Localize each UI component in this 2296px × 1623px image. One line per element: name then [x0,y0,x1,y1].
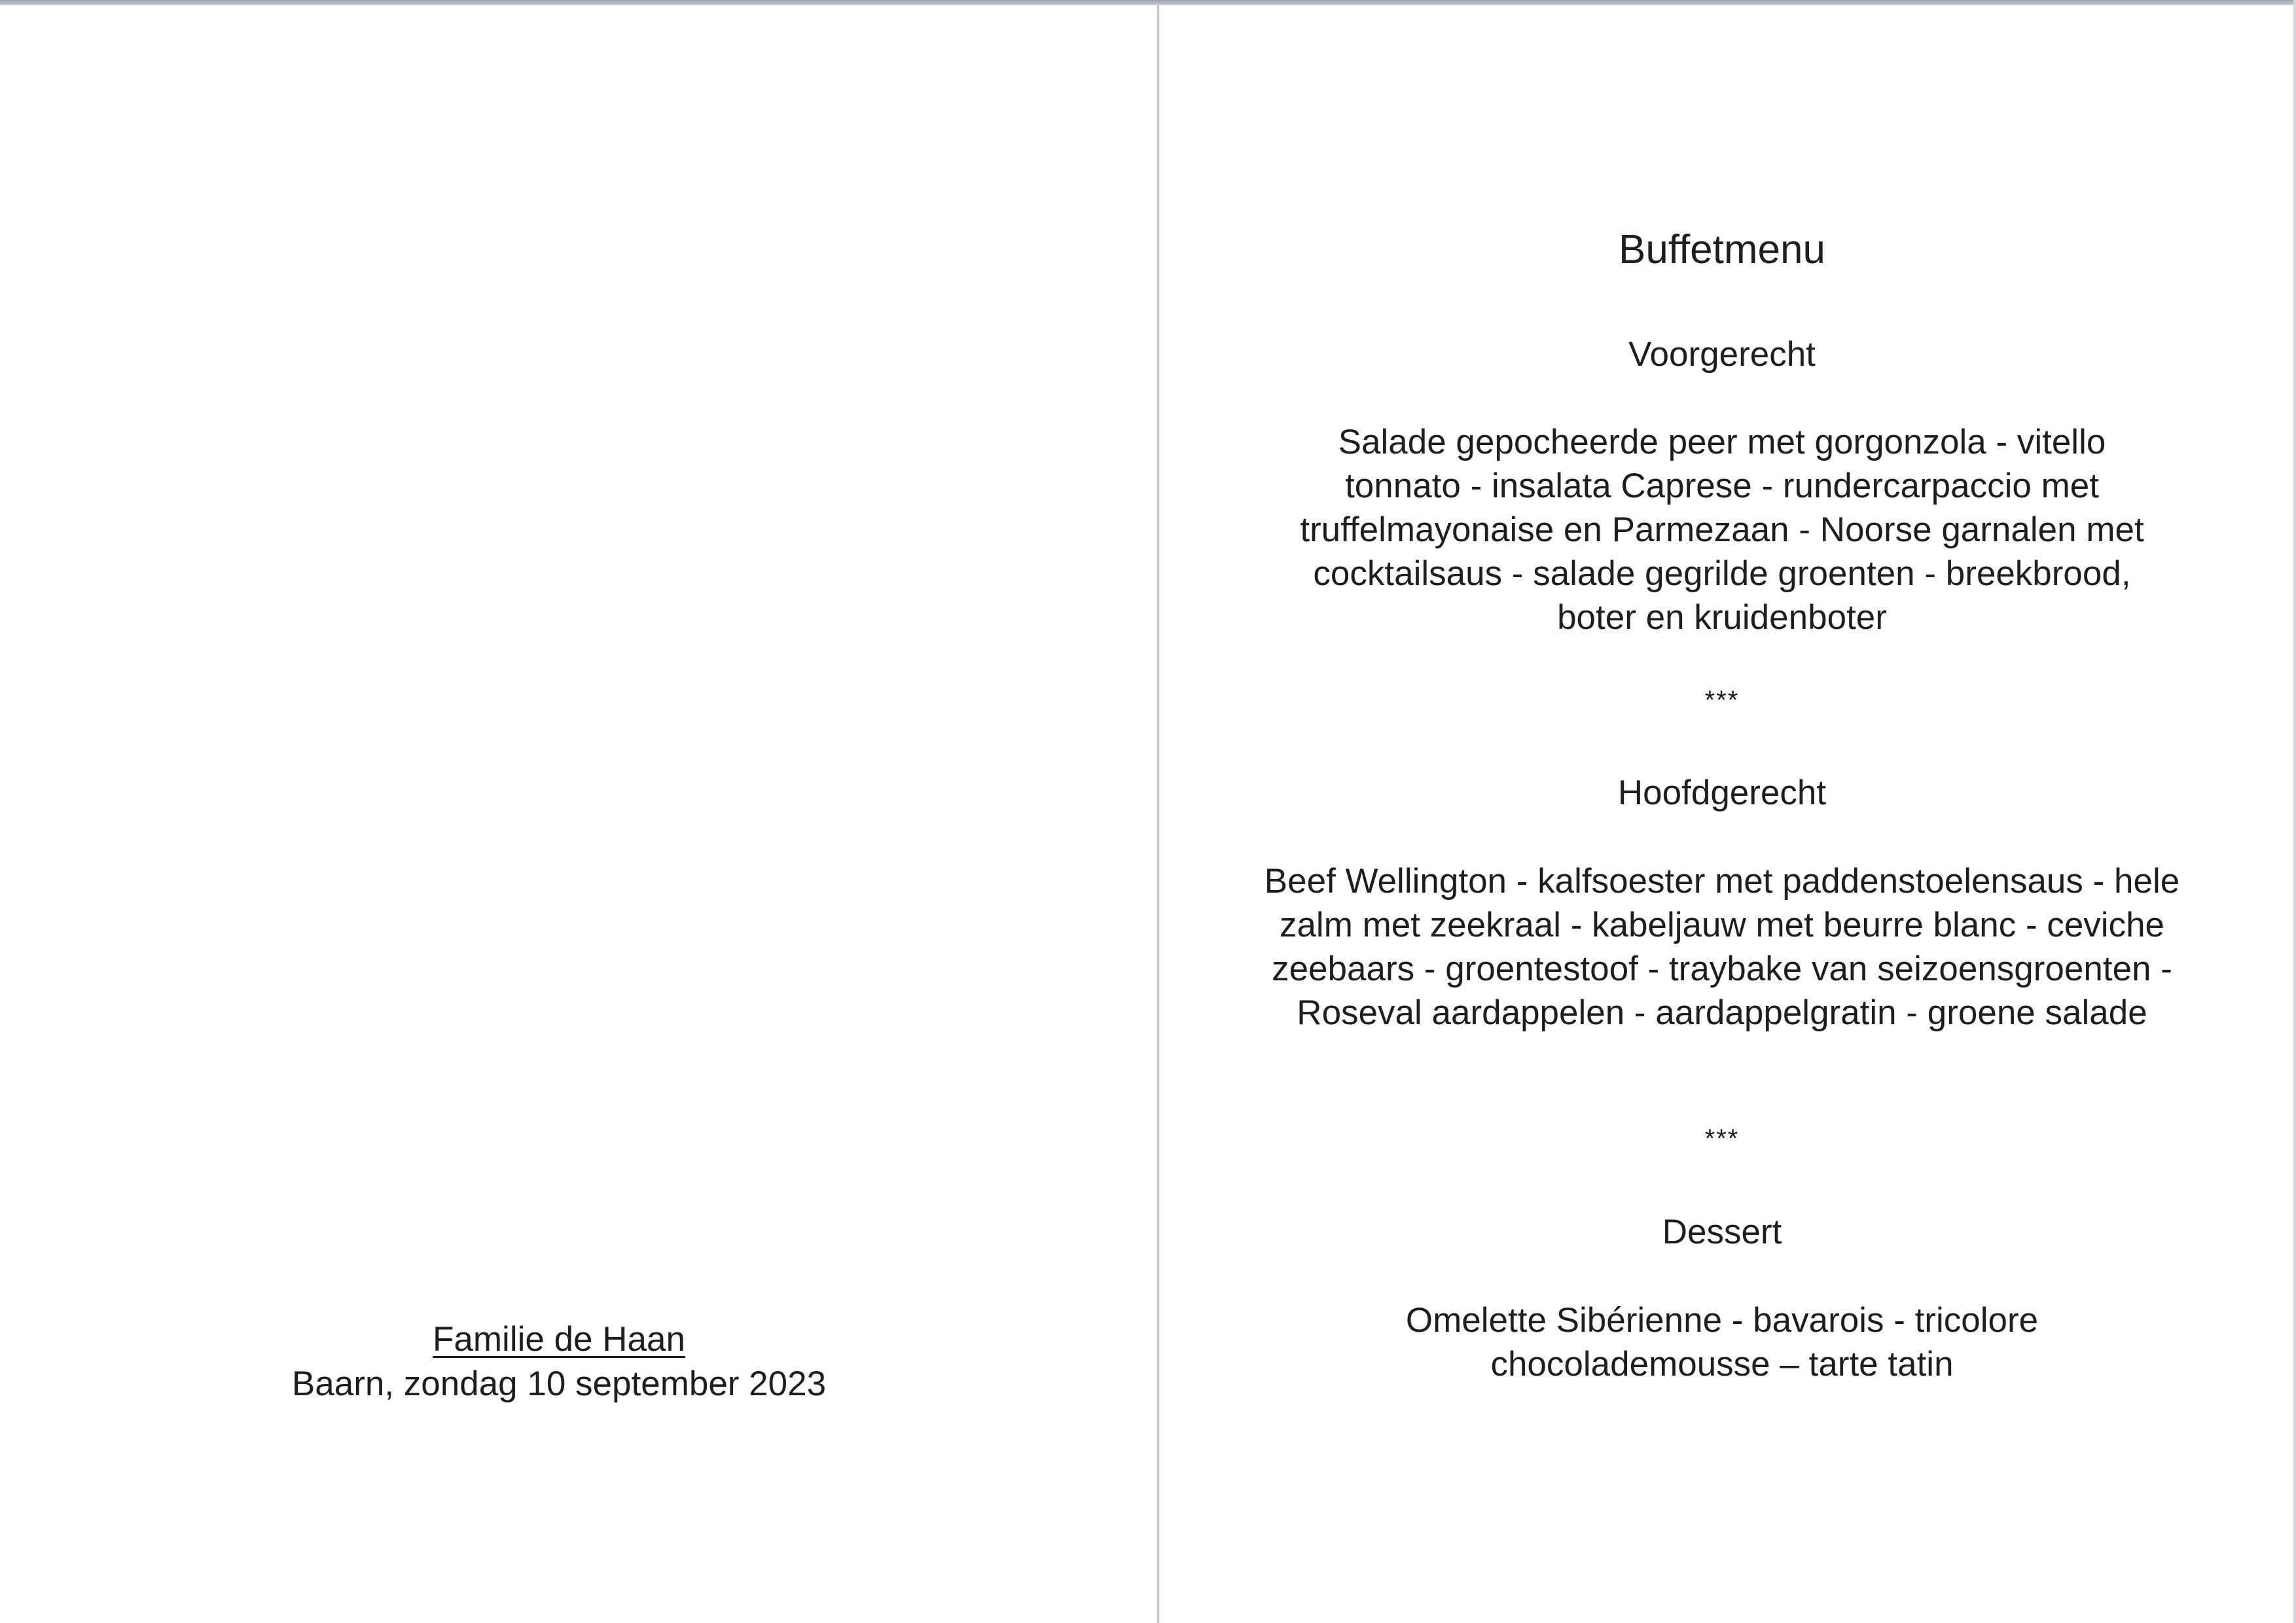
course-items-hoofdgerecht: Beef Wellington - kalfsoester met paddenstoelensaus - hele zalm met zeekraal - kabeljauw met beurre blanc - ceviche zeebaars - groentestoof - traybake van seizoensgroenten - Roseval aardappelen - aardappelgratin - groene salade [1264,862,2180,1032]
host-info [0,1317,1118,1406]
course-items-dessert: Omelette Sibérienne - bavarois - tricolore chocolademousse – tarte tatin [1405,1301,2039,1383]
course-heading-voorgerecht: Voorgerecht [1628,335,1816,374]
family-name: Familie de Haan [433,1320,685,1359]
course-heading-hoofdgerecht: Hoofdgerecht [1617,774,1827,812]
course-items-voorgerecht: Salade gepocheerde peer met gorgonzola - vitello tonnato - insalata Caprese - rundercarpaccio met truffelmayonaise en Parmezaan - Noorse garnalen met cocktailsaus - salade gegrilde groenten - breekbrood, boter en kruidenboter [1300,423,2144,637]
course-separator: *** [1704,1124,1740,1153]
right-page [1159,5,2293,1623]
left-page [0,5,1157,1623]
course-heading-dessert: Dessert [1662,1213,1782,1251]
menu-title: Buffetmenu [1619,227,1825,272]
scan-edge-top [0,0,2296,5]
course-separator: *** [1704,686,1740,715]
place-date: Baarn, zondag 10 september 2023 [291,1364,827,1403]
scan-edge-right [2293,0,2296,1623]
